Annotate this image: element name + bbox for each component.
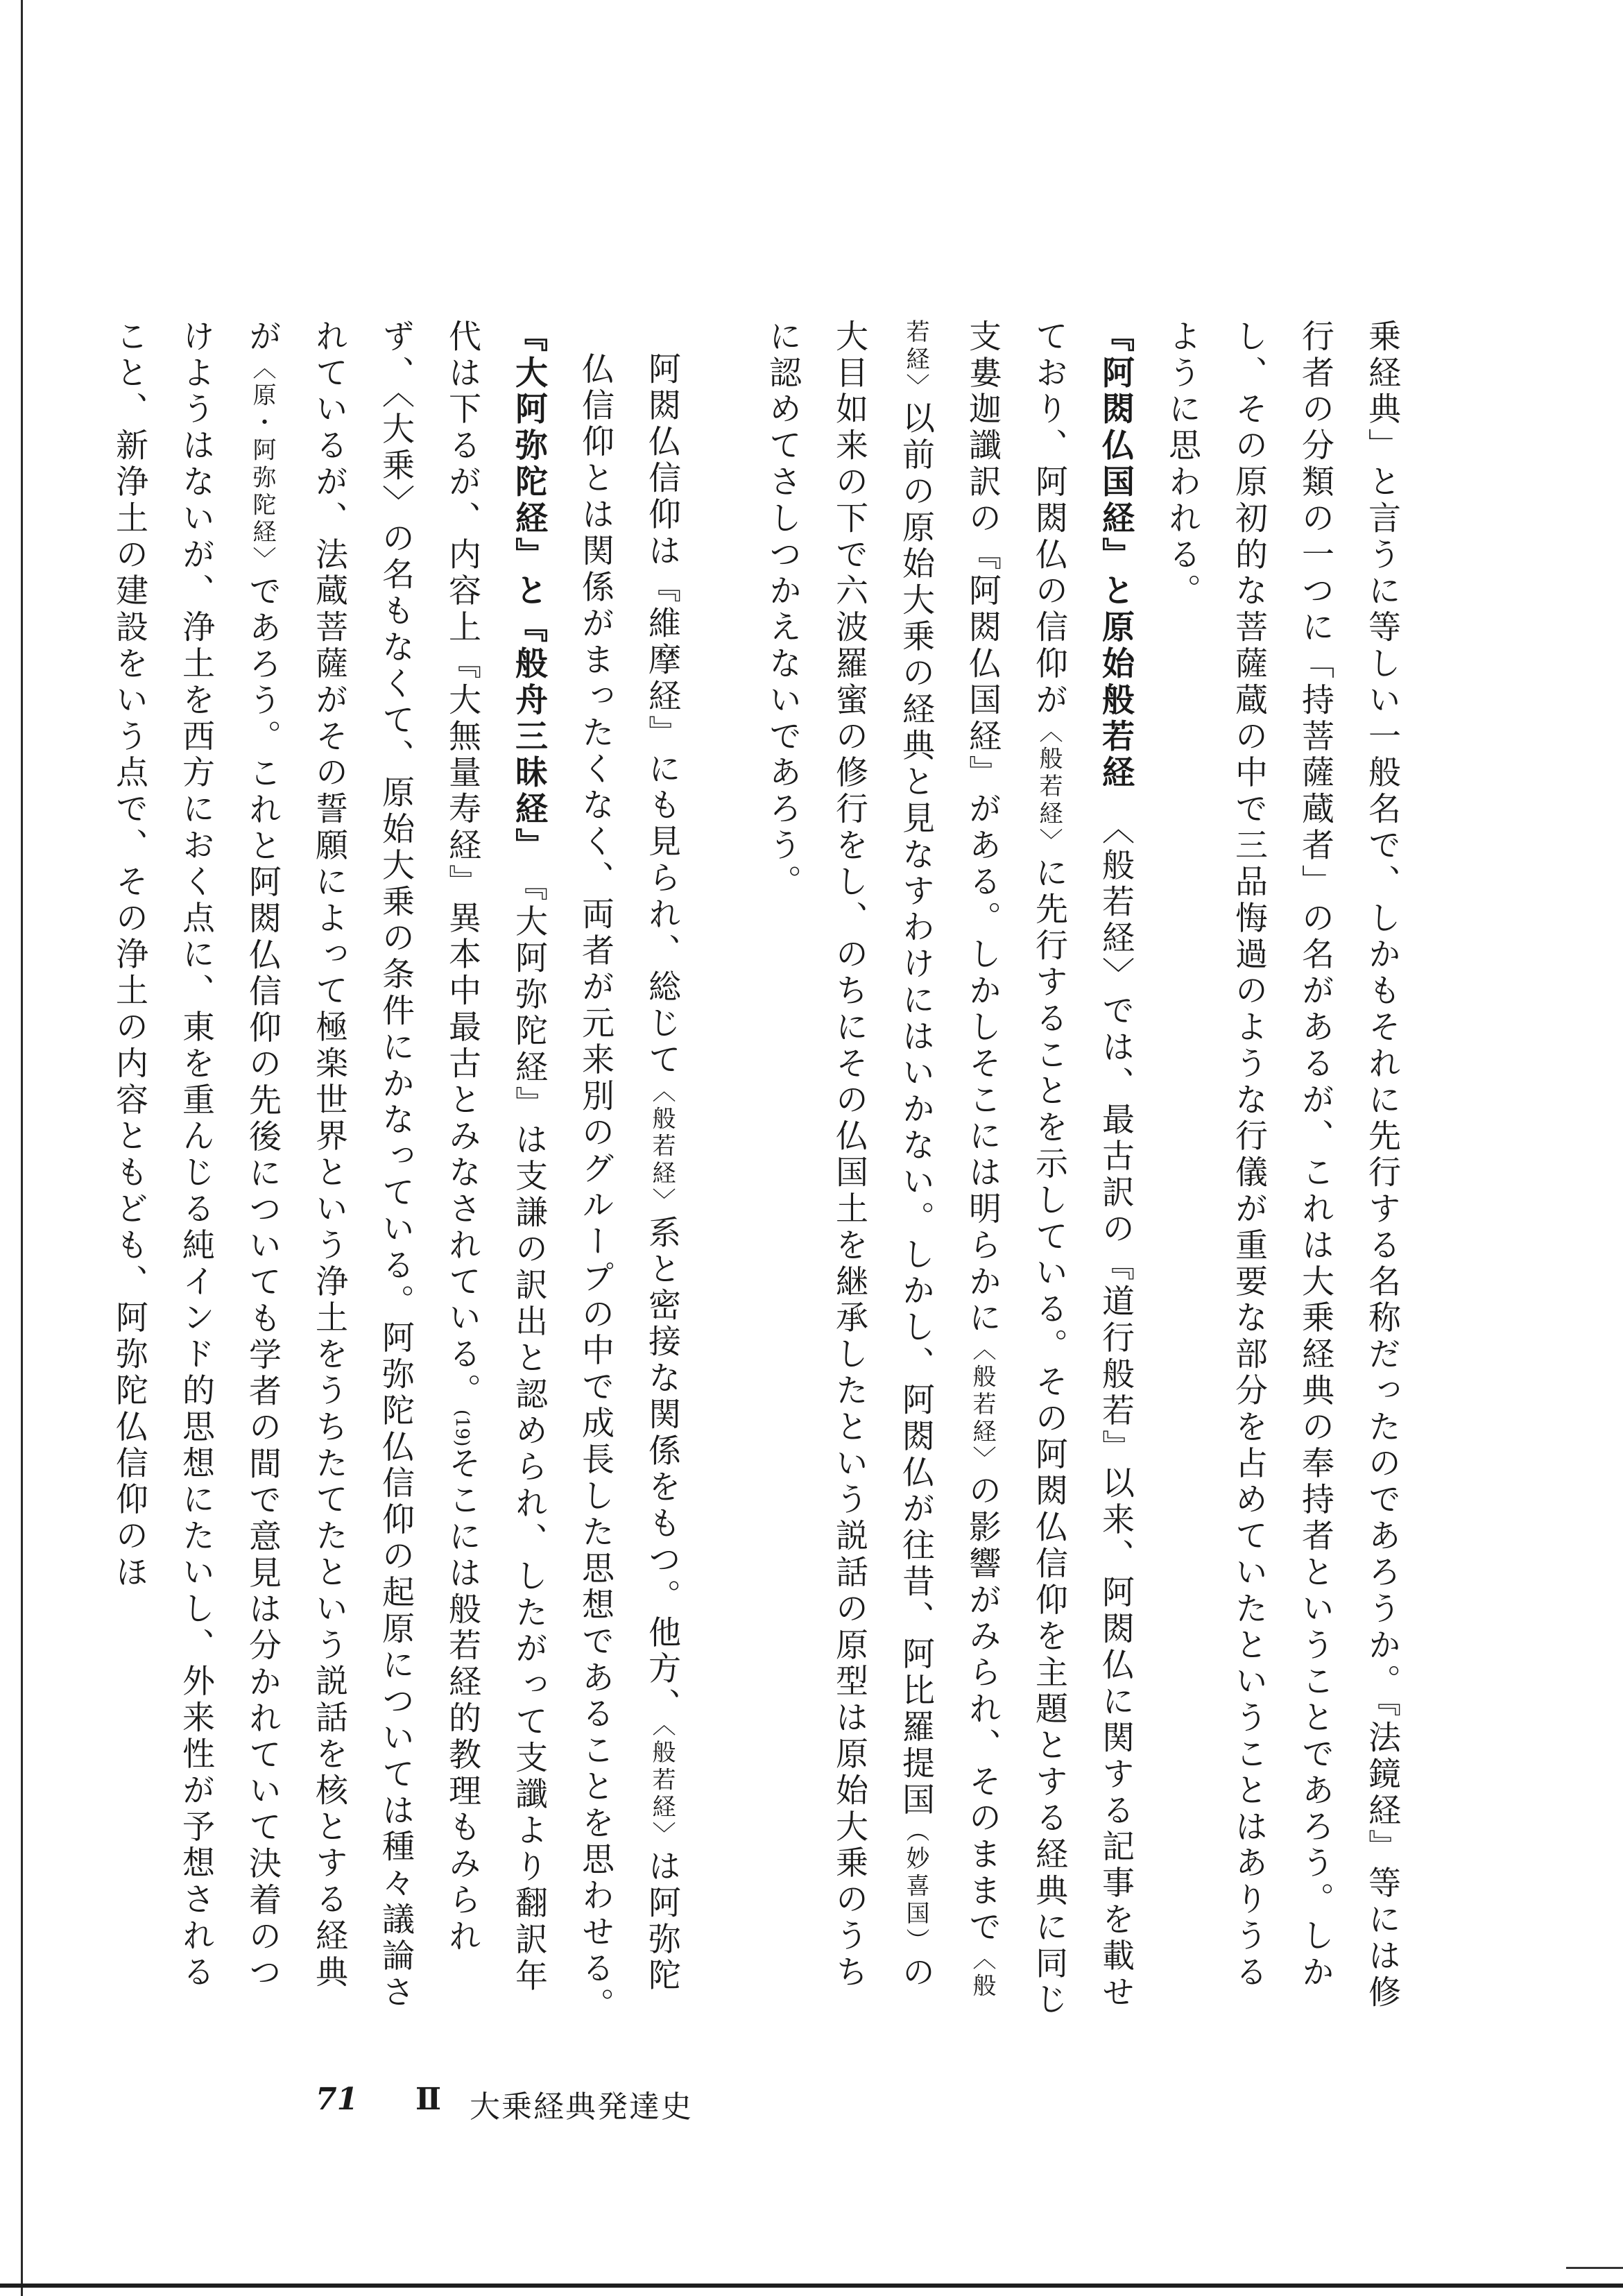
section-2-small-1: 〈原・阿弥陀経〉 (248, 355, 276, 574)
section-1-text-3: の影響がみられ、そのままで (963, 1473, 1002, 1946)
body-text (110, 319, 1415, 2025)
paragraph-1: 乗経典」と言うに等しい一般名で、しかもそれに先行する名称だったのであろうか。『法鏡経』等には修行者の分類の一つに「持菩薩蔵者」の名があるが、これは大乗経典の奉持者ということであろう。しかし、その原初的な菩薩蔵の中で三品悔過のような行儀が重要な部分を占めていたということはありうるように思われる。 (1163, 319, 1401, 2012)
section-1-text-4: 以前の原始大乗の経典と見なすわけにはいかない。しかし、阿閦仏が往昔、阿比羅提国 (897, 401, 935, 1819)
section-1-heading: 『阿閦仏国経』と原始般若経 (1097, 319, 1135, 792)
part-number: Ⅱ (415, 2082, 442, 2117)
section-1-paragraph-2 (562, 319, 695, 2025)
section-1-p2-small-2: 〈般若経〉 (648, 1724, 676, 1849)
section-2-text-1: 『大阿弥陀経』は支謙の訳出と認められ、したがって支讖より翻訳年代は下るが、内容上『大無量寿経』異本中最古とみなされている。 (443, 319, 548, 1995)
section-1-small-4: （妙喜国） (902, 1818, 929, 1955)
running-title: 大乗経典発達史 (470, 2089, 693, 2125)
scan-left-edge (21, 0, 23, 2296)
section-2-text-2: そこには般若経的教理もみられず、〈大乗〉の名もなくて、原始大乗の条件にかなっている。阿弥陀仏信仰の起原については種々議論されているが、法蔵菩薩がその誓願によって極楽世界という浄土をうちたてたという説話を核とする経典が (243, 319, 481, 2012)
section-1-p2-text-1: 阿閦仏信仰は『維摩経』にも見られ、総じて (643, 352, 681, 1079)
section-1-text-5: の大目如来の下で六波羅蜜の修行をし、のちにその仏国土を継承したという説話の原型は原始大乗のうちに認めてさしつかえないであろう。 (764, 319, 935, 1992)
section-1-p2-small-1: 〈般若経〉 (648, 1079, 676, 1215)
section-1-small-2: 〈般若経〉 (968, 1337, 996, 1474)
section-1-text-2: に先行することを示している。その阿閦仏信仰を主題とする経典に同じ支婁迦讖訳の『阿閦仏国経』がある。しかしそこには明らかに (963, 319, 1068, 2019)
section-2-heading: 『大阿弥陀経』と『般舟三昧経』 (510, 319, 548, 848)
section-1-p2-text-3: は阿弥陀仏信仰とは関係がまったくなく、両者が元来別のグループの中で成長した思想であることを思わせる。 (576, 352, 681, 2024)
page-number: 71 (316, 2082, 359, 2117)
section-1-text-1: 〈般若経〉では、最古訳の『道行般若』以来、阿閦仏に関する記事を載せており、阿閦仏の信仰が (1030, 319, 1135, 2012)
section-1-p2-text-2: 系と密接な関係をもつ。他方、 (643, 1215, 681, 1724)
section-1-small-3: 〈般若経〉 (902, 319, 996, 2001)
section-1-paragraph (749, 319, 1149, 2025)
section-1-small-1: 〈般若経〉 (1035, 719, 1063, 856)
section-2-text-3: であろう。これと阿閦仏信仰の先後についても学者の間で意見は分かれていて決着のつけようはないが、浄土を西方におく点に、東を重んじる純インド的思想にたいし、外来性が予想されること、新浄土の建設をいう点で、その浄土の内容ともども、阿弥陀仏信仰のほ (110, 319, 282, 1992)
section-2-paragraph (96, 319, 562, 2025)
footnote-ref: (19) (452, 1410, 472, 1447)
scan-bottom-mark (1566, 2267, 1623, 2269)
scan-bottom-edge (0, 2284, 1623, 2288)
